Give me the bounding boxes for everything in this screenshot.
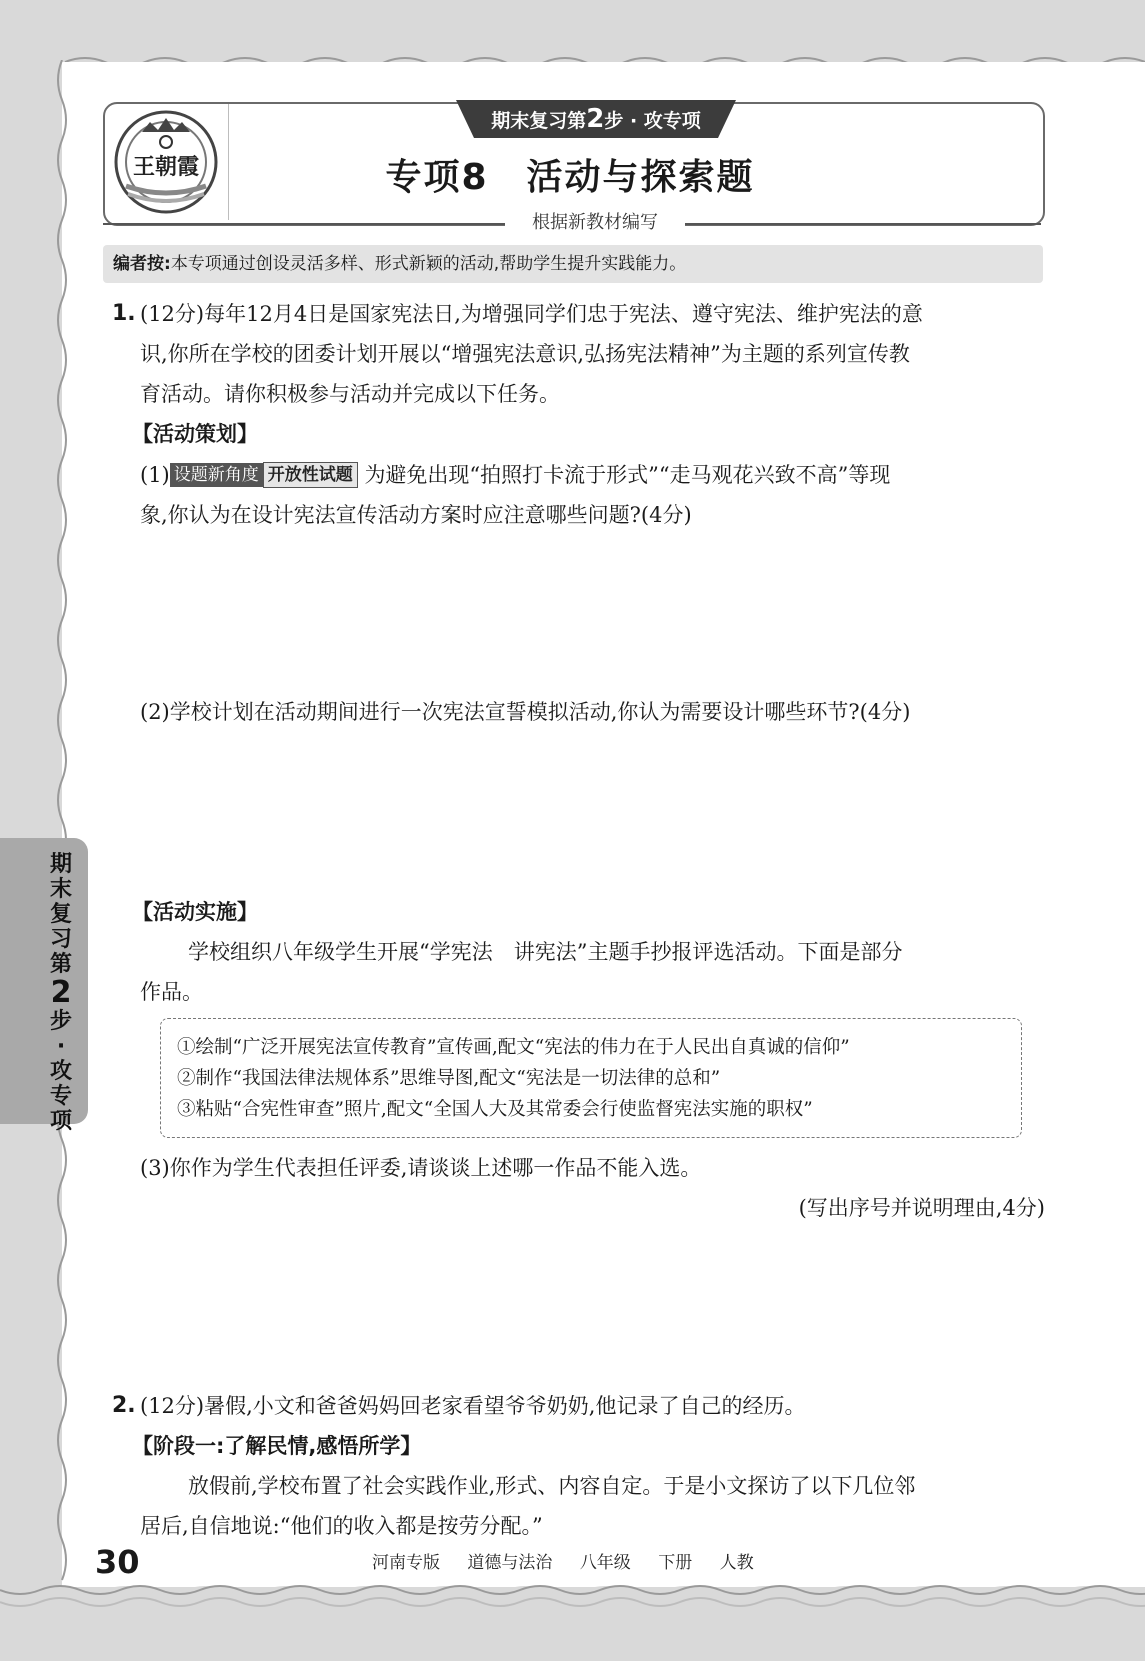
logo-divider	[228, 104, 229, 220]
page-subtitle: 根据新教材编写	[505, 209, 685, 237]
implementation-line-1: 学校组织八年级学生开展“学宪法 讲宪法”主题手抄报评选活动。下面是部分	[188, 940, 903, 964]
sub-question-3: (3)你作为学生代表担任评委,请谈谈上述哪一作品不能入选。	[140, 1156, 702, 1180]
tab-prefix: 期末复习第	[491, 110, 587, 132]
works-list-box	[160, 1018, 1022, 1138]
side-tab-char: ·	[56, 1034, 66, 1059]
sub-question-2: (2)学校计划在活动期间进行一次宪法宣誓模拟活动,你认为需要设计哪些环节?(4分)	[140, 700, 911, 724]
sub-question-3-note: (写出序号并说明理由,4分)	[798, 1196, 1045, 1220]
sub-question-1-text: 为避免出现“拍照打卡流于形式”“走马观花兴致不高”等现	[364, 463, 891, 487]
question-1-number: 1.	[112, 301, 136, 326]
side-tab-char: 步	[49, 1009, 72, 1034]
editor-note	[103, 245, 1043, 283]
side-tab-char: 末	[49, 877, 72, 902]
footer-grade: 八年级	[579, 1553, 631, 1573]
tag-open-question: 开放性试题	[263, 462, 358, 488]
editor-note-text: 本专项通过创设灵活多样、形式新颖的活动,帮助学生提升实践能力。	[170, 254, 687, 274]
question-2-para-line-1: 放假前,学校布置了社会实践作业,形式、内容自定。于是小文探访了以下几位邻	[188, 1474, 916, 1498]
tab-number: 2	[586, 104, 605, 134]
side-tab-char: 复	[49, 902, 72, 927]
tab-suffix: 步 · 攻专项	[604, 110, 701, 132]
footer-publisher: 人教	[719, 1553, 754, 1573]
section-tab-banner	[456, 100, 736, 138]
page-sheet	[62, 62, 1145, 1587]
side-section-tab	[0, 838, 88, 1134]
brand-logo	[112, 108, 220, 216]
side-tab-char: 项	[49, 1109, 72, 1134]
section-heading-stage-one: 【阶段一:了解民情,感悟所学】	[132, 1434, 422, 1458]
subtitle-rule-right	[685, 223, 1041, 225]
section-tab-label	[456, 100, 736, 138]
work-item-2: ②制作“我国法律法规体系”思维导图,配文“宪法是一切法律的总和”	[177, 1068, 721, 1089]
sub-question-1-prefix: (1)	[140, 463, 170, 487]
subtitle-rule-left	[103, 223, 505, 225]
work-item-3: ③粘贴“合宪性审查”照片,配文“全国人大及其常委会行使监督宪法实施的职权”	[177, 1099, 813, 1120]
question-2-line-1: (12分)暑假,小文和爸爸妈妈回老家看望爷爷奶奶,他记录了自己的经历。	[140, 1394, 806, 1418]
sub-question-1-line-2: 象,你认为在设计宪法宣传活动方案时应注意哪些问题?(4分)	[140, 503, 692, 527]
section-heading-planning: 【活动策划】	[132, 422, 258, 446]
footer-edition: 河南专版	[372, 1553, 440, 1573]
footer-subject: 道德与法治	[467, 1553, 553, 1573]
question-1-line-1: (12分)每年12月4日是国家宪法日,为增强同学们忠于宪法、遵守宪法、维护宪法的意	[140, 302, 923, 326]
question-2-number: 2.	[112, 1393, 136, 1418]
side-tab-text	[46, 852, 76, 1134]
editor-note-label: 编者按:	[113, 254, 171, 274]
side-tab-char: 攻	[49, 1059, 72, 1084]
question-1-line-3: 育活动。请你积极参与活动并完成以下任务。	[140, 382, 560, 406]
wavy-left-border	[48, 60, 68, 1590]
page-title: 专项8 活动与探索题	[385, 157, 755, 198]
implementation-line-2: 作品。	[140, 980, 203, 1004]
question-2-para-line-2: 居后,自信地说:“他们的收入都是按劳分配。”	[140, 1514, 543, 1538]
side-tab-number: 2	[50, 975, 72, 1010]
logo-text: 王朝霞	[132, 154, 200, 180]
page-number: 30	[95, 1543, 140, 1581]
footer-info	[372, 1548, 776, 1573]
question-1-line-2: 识,你所在学校的团委计划开展以“增强宪法意识,弘扬宪法精神”为主题的系列宣传教	[140, 342, 910, 366]
side-tab-char: 习	[49, 927, 72, 952]
sub-question-1	[140, 455, 1045, 495]
footer-volume: 下册	[658, 1553, 693, 1573]
side-tab-char: 第	[49, 952, 72, 977]
side-tab-char: 专	[49, 1084, 72, 1109]
tag-new-angle: 设题新角度	[170, 463, 263, 487]
work-item-1: ①绘制“广泛开展宪法宣传教育”宣传画,配文“宪法的伟力在于人民出自真诚的信仰”	[177, 1037, 850, 1058]
side-tab-char: 期	[49, 852, 72, 877]
wavy-bottom-border	[0, 1580, 1145, 1661]
section-heading-implementation: 【活动实施】	[132, 900, 258, 924]
